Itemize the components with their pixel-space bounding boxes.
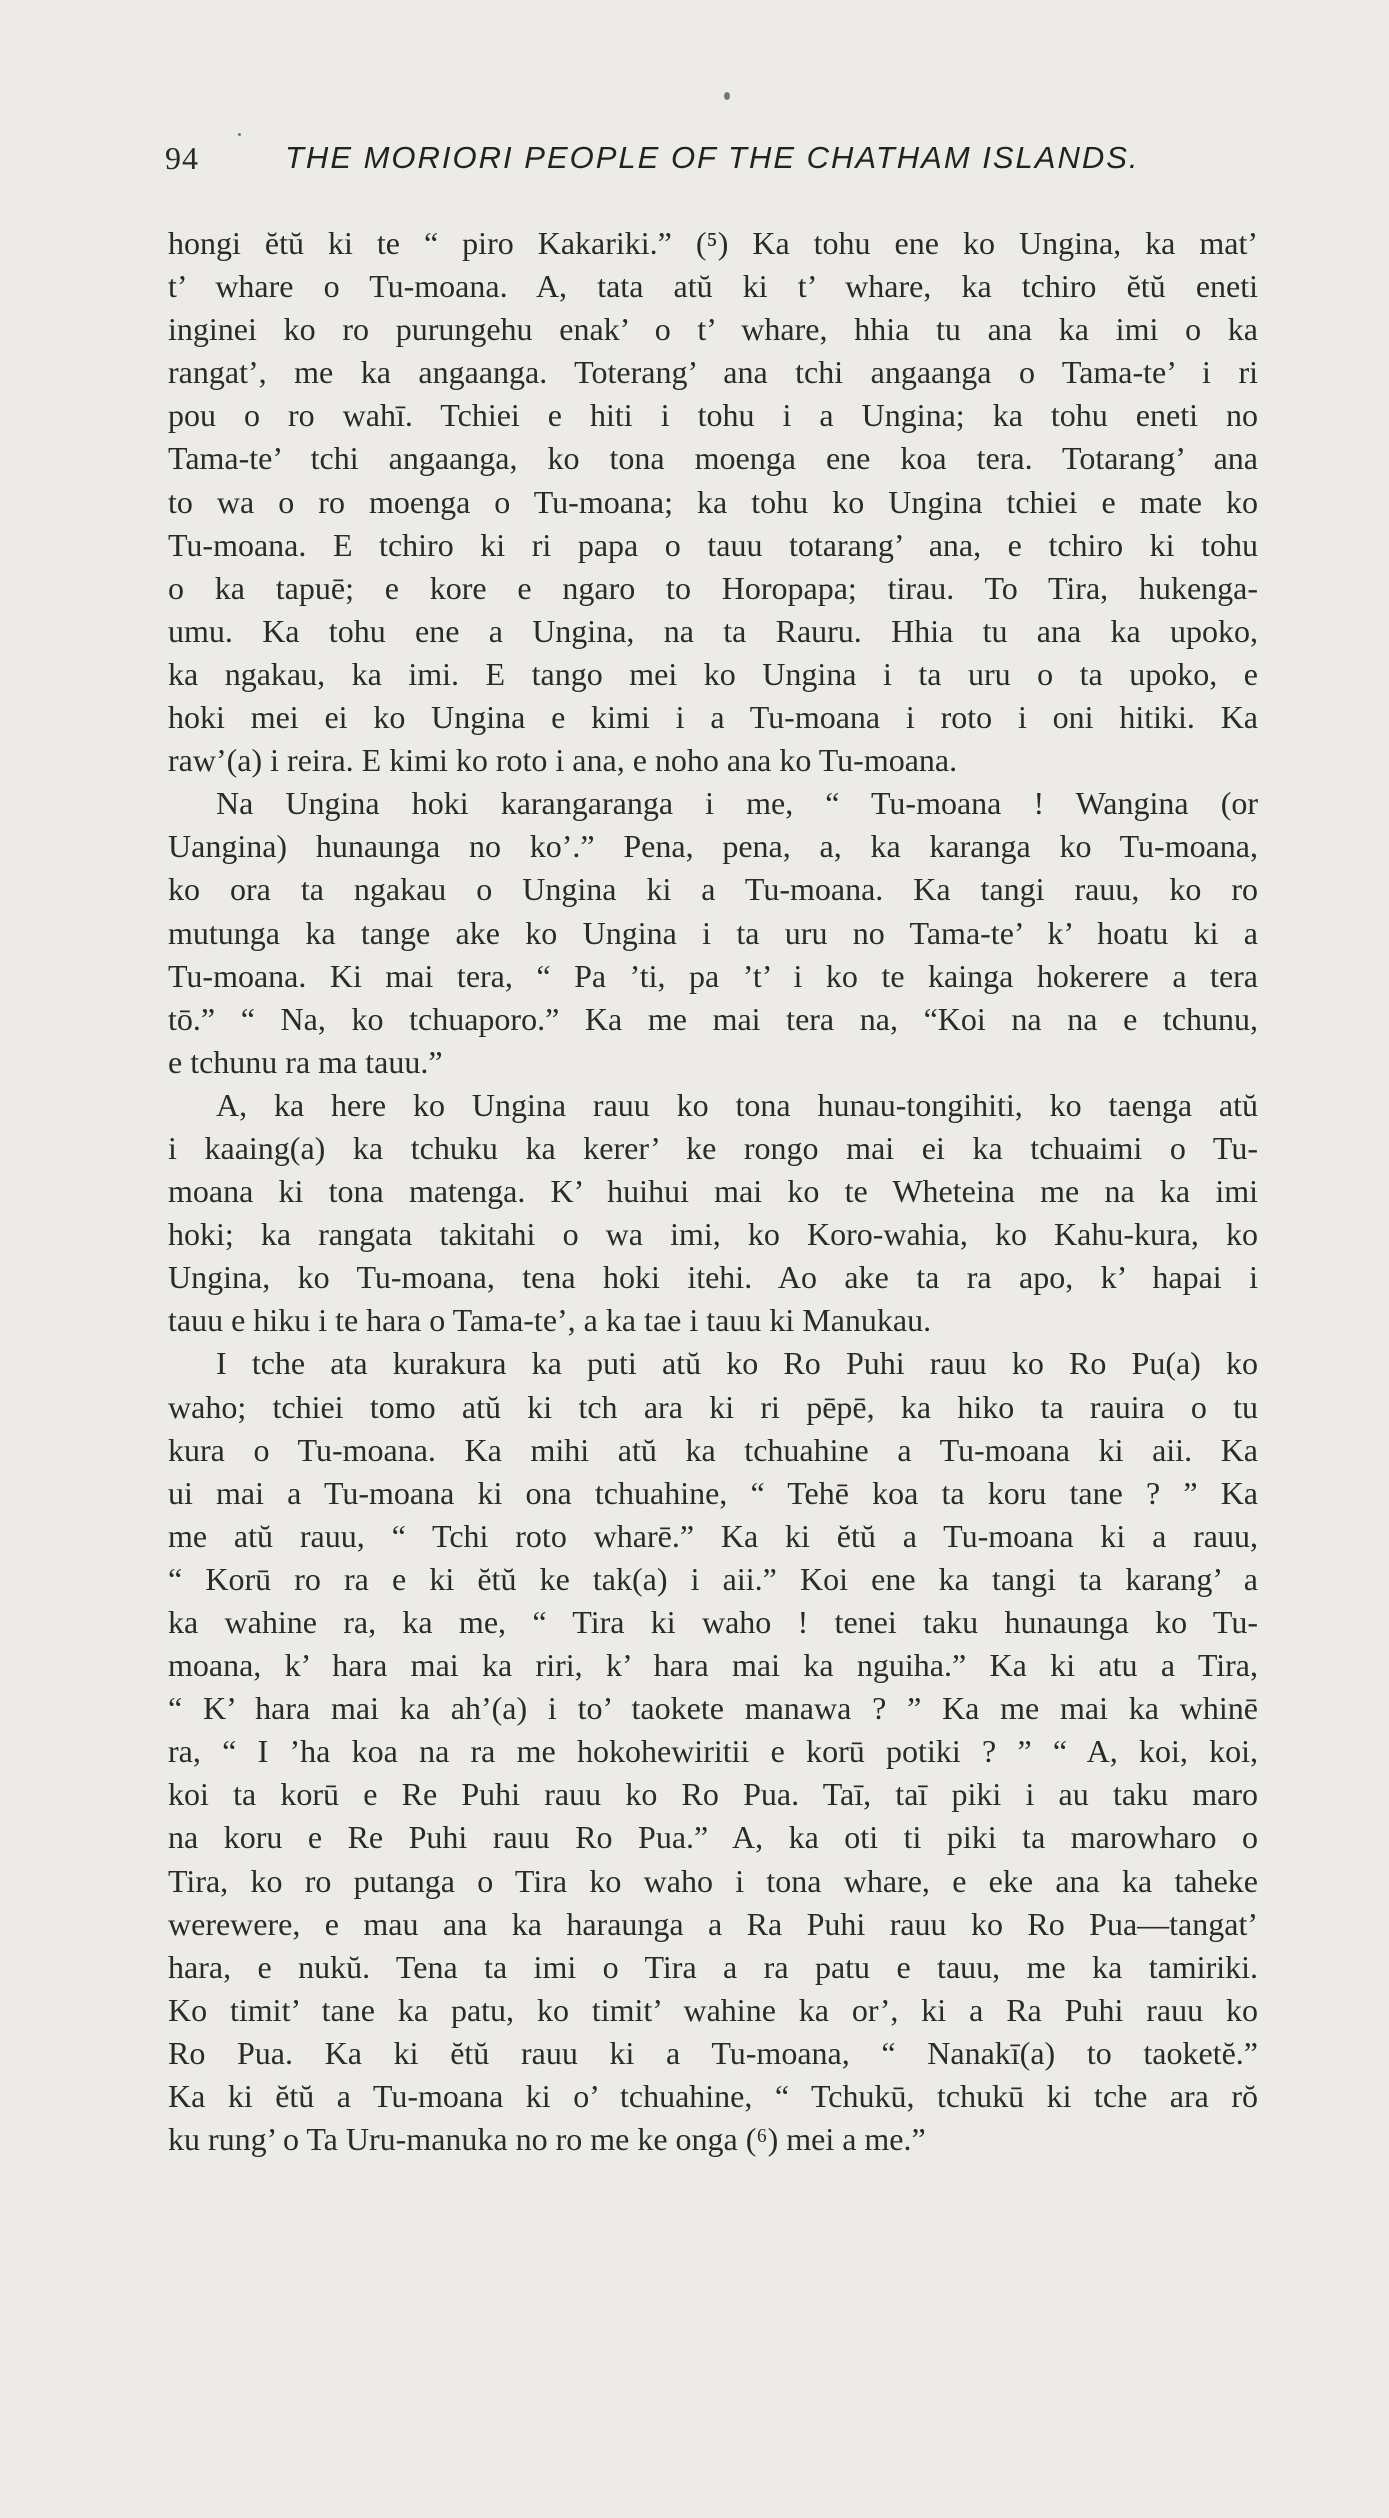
ink-speck — [724, 92, 730, 100]
ink-speck — [238, 133, 241, 136]
text-line: Ro Pua. Ka ki ĕtŭ rauu ki a Tu-moana, “ Nanakī(a) to taoketĕ.” — [168, 2034, 1258, 2071]
text-line: e tchunu ra ma tauu.” — [168, 1043, 443, 1080]
text-line: Na Ungina hoki karangaranga i me, “ Tu-moana ! Wangina (or — [216, 785, 1258, 822]
running-title: THE MORIORI PEOPLE OF THE CHATHAM ISLANDS. — [285, 140, 1140, 175]
text-line: “ Korū ro ra e ki ĕtŭ ke tak(a) i aii.” Koi ene ka tangi ta karang’ a — [168, 1560, 1258, 1597]
text-line: hoki; ka rangata takitahi o wa imi, ko Koro-wahia, ko Kahu-kura, ko — [168, 1216, 1258, 1253]
text-line: waho; tchiei tomo atŭ ki tch ara ki ri pēpē, ka hiko ta rauira o tu — [168, 1388, 1258, 1425]
text-line: raw’(a) i reira. E kimi ko roto i ana, e noho ana ko Tu-moana. — [168, 742, 958, 779]
text-line: moana ki tona matenga. K’ huihui mai ko te Wheteina me na ka imi — [168, 1173, 1258, 1210]
text-line: “ K’ hara mai ka ah’(a) i to’ taokete manawa ? ” Ka me mai ka whinē — [168, 1690, 1258, 1727]
text-line: to wa o ro moenga o Tu-moana; ka tohu ko Ungina tchiei e mate ko — [168, 483, 1258, 520]
page-number: 94 — [165, 140, 199, 176]
text-line: ko ora ta ngakau o Ungina ki a Tu-moana. Ka tangi rauu, ko ro — [168, 871, 1258, 908]
text-line: koi ta korū e Re Puhi rauu ko Ro Pua. Taī, taī piki i au taku maro — [168, 1776, 1258, 1813]
text-line: Ka ki ĕtŭ a Tu-moana ki o’ tchuahine, “ Tchukū, tchukū ki tche ara rŏ — [168, 2078, 1258, 2115]
text-line: pou o ro wahī. Tchiei e hiti i tohu i a Ungina; ka tohu eneti no — [168, 397, 1258, 434]
text-line: inginei ko ro purungehu enak’ o t’ whare, hhia tu ana ka imi o ka — [168, 311, 1258, 348]
text-line: Uangina) hunaunga no ko’.” Pena, pena, a, ka karanga ko Tu-moana, — [168, 828, 1258, 865]
text-line: werewere, e mau ana ka haraunga a Ra Puhi rauu ko Ro Pua—tangat’ — [168, 1905, 1258, 1942]
text-line: kura o Tu-moana. Ka mihi atŭ ka tchuahine a Tu-moana ki aii. Ka — [168, 1431, 1258, 1468]
text-line: A, ka here ko Ungina rauu ko tona hunau-tongihiti, ko taenga atŭ — [216, 1086, 1258, 1123]
text-line: Tira, ko ro putanga o Tira ko waho i tona whare, e eke ana ka taheke — [168, 1862, 1258, 1899]
body-text — [168, 222, 1258, 2161]
text-line: ka ngakau, ka imi. E tango mei ko Ungina i ta uru o ta upoko, e — [168, 655, 1258, 692]
text-line: ui mai a Tu-moana ki ona tchuahine, “ Tehē koa ta koru tane ? ” Ka — [168, 1474, 1258, 1511]
text-line: t’ whare o Tu-moana. A, tata atŭ ki t’ whare, ka tchiro ĕtŭ eneti — [168, 268, 1258, 305]
text-line: tō.” “ Na, ko tchuaporo.” Ka me mai tera na, “Koi na na e tchunu, — [168, 1000, 1258, 1037]
text-line: rangat’, me ka angaanga. Toterang’ ana tchi angaanga o Tama-te’ i ri — [168, 354, 1258, 391]
text-line: I tche ata kurakura ka puti atŭ ko Ro Puhi rauu ko Ro Pu(a) ko — [216, 1345, 1258, 1382]
text-line: na koru e Re Puhi rauu Ro Pua.” A, ka oti ti piki ta marowharo o — [168, 1819, 1258, 1856]
text-line: hongi ĕtŭ ki te “ piro Kakariki.” (⁵) Ka tohu ene ko Ungina, ka mat’ — [168, 225, 1258, 261]
text-line: umu. Ka tohu ene a Ungina, na ta Rauru. Hhia tu ana ka upoko, — [168, 612, 1258, 649]
text-line: moana, k’ hara mai ka riri, k’ hara mai ka nguiha.” Ka ki atu a Tira, — [168, 1647, 1258, 1684]
text-line: o ka tapuē; e kore e ngaro to Horopapa; tirau. To Tira, hukenga- — [168, 569, 1258, 606]
text-line: hara, e nukŭ. Tena ta imi o Tira a ra patu e tauu, me ka tamiriki. — [168, 1948, 1258, 1985]
text-line: Tu-moana. Ki mai tera, “ Pa ’ti, pa ’t’ i ko te kainga hokerere a tera — [168, 957, 1258, 994]
page-header — [165, 140, 1240, 190]
text-line: Tama-te’ tchi angaanga, ko tona moenga ene koa tera. Totarang’ ana — [168, 440, 1258, 477]
text-line: ra, “ I ’ha koa na ra me hokohewiritii e korū potiki ? ” “ A, koi, koi, — [168, 1733, 1258, 1770]
text-line: i kaaing(a) ka tchuku ka kerer’ ke rongo mai ei ka tchuaimi o Tu- — [168, 1129, 1258, 1166]
text-line: ka wahine ra, ka me, “ Tira ki waho ! tenei taku hunaunga ko Tu- — [168, 1604, 1258, 1640]
text-line: Tu-moana. E tchiro ki ri papa o tauu totarang’ ana, e tchiro ki tohu — [168, 526, 1258, 563]
text-line: ku rung’ o Ta Uru-manuka no ro me ke onga (⁶) mei a me.” — [168, 2121, 926, 2158]
text-line: me atŭ rauu, “ Tchi roto wharē.” Ka ki ĕtŭ a Tu-moana ki a rauu, — [168, 1517, 1258, 1554]
text-line: Ungina, ko Tu-moana, tena hoki itehi. Ao ake ta ra apo, k’ hapai i — [168, 1259, 1258, 1296]
text-line: Ko timit’ tane ka patu, ko timit’ wahine ka or’, ki a Ra Puhi rauu ko — [168, 1991, 1258, 2028]
text-line: mutunga ka tange ake ko Ungina i ta uru no Tama-te’ k’ hoatu ki a — [168, 914, 1258, 951]
text-line: tauu e hiku i te hara o Tama-te’, a ka tae i tauu ki Manukau. — [168, 1302, 932, 1339]
text-line: hoki mei ei ko Ungina e kimi i a Tu-moana i roto i oni hitiki. Ka — [168, 699, 1258, 736]
